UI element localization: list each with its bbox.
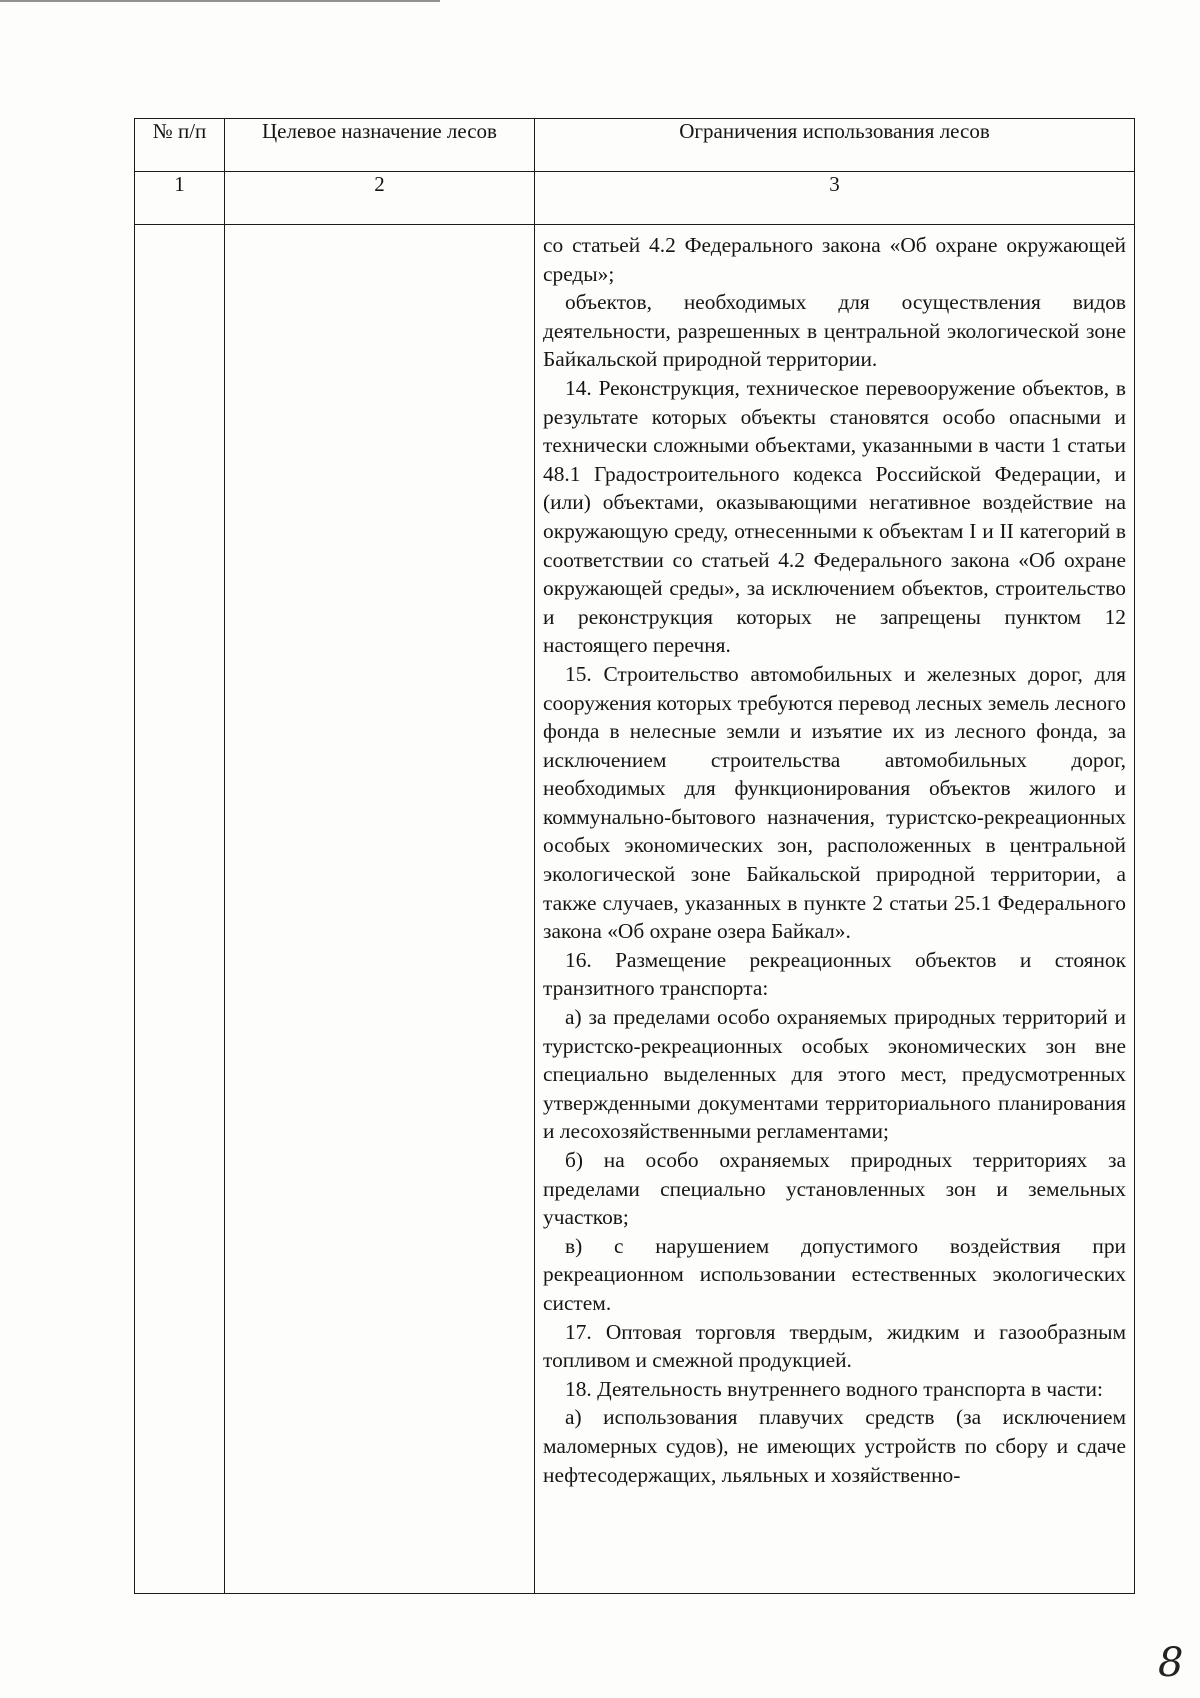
paragraph: объектов, необходимых для осуществления видов деятельности, разрешенных в центральной экологической зоне Байкальской природной территории.: [543, 290, 1126, 372]
paragraph: со статьей 4.2 Федерального закона «Об охране окружающей среды»;: [543, 233, 1126, 286]
cell-restrictions: [535, 225, 1135, 1594]
table-row: [135, 225, 1135, 1594]
restrictions-text: [535, 225, 1134, 1489]
header-forest-purpose: Целевое назначение лесов: [225, 119, 535, 172]
paragraph-item-16a: а) за пределами особо охраняемых природных территорий и туристско-рекреационных особых экономических зон вне специально выделенных для этого мест, предусмотренных утвержденными документами территориального планирования и лесохозяйственными регламентами;: [543, 1005, 1126, 1144]
paragraph-item-14: 14. Реконструкция, техническое перевооружение объектов, в результате которых объекты становятся особо опасными и технически сложными объектами, указанными в части 1 статьи 48.1 Градостроительного кодекса Российской Федерации, и (или) объектами, оказывающими негативное воздействие на окружающую среду, отнесенными к объектам I и II категорий в соответствии со статьей 4.2 Федерального закона «Об охране окружающей среды», за исключением объектов, строительство и реконструкция которых не запрещены пунктом 12 настоящего перечня.: [543, 375, 1126, 658]
page-number: 8: [1158, 1640, 1184, 1686]
column-number-1: 1: [135, 172, 225, 225]
cell-forest-purpose: [225, 225, 535, 1594]
cell-number: [135, 225, 225, 1594]
paragraph-item-17: 17. Оптовая торговля твердым, жидким и газообразным топливом и смежной продукцией.: [543, 1319, 1126, 1373]
paragraph-item-16b: б) на особо охраняемых природных территориях за пределами специально установленных зон и земельных участков;: [543, 1148, 1126, 1230]
column-number-2: 2: [225, 172, 535, 225]
header-number: № п/п: [135, 119, 225, 172]
column-number-3: 3: [535, 172, 1135, 225]
header-use-restrictions: Ограничения использования лесов: [535, 119, 1135, 172]
table-header-row: [135, 119, 1135, 172]
forest-restrictions-table: [134, 118, 1135, 1594]
paragraph-item-16c: в) с нарушением допустимого воздействия при рекреационном использовании естественных экологических систем.: [543, 1233, 1126, 1315]
paragraph-item-16: 16. Размещение рекреационных объектов и стоянок транзитного транспорта:: [543, 947, 1126, 1001]
paragraph-item-18: 18. Деятельность внутреннего водного транспорта в части:: [565, 1376, 1103, 1401]
column-number-row: [135, 172, 1135, 225]
paragraph-item-15: 15. Строительство автомобильных и железных дорог, для сооружения которых требуются перевод лесных земель лесного фонда в нелесные земли и изъятие их из лесного фонда, за исключением строительства автомобильных дорог, необходимых для функционирования объектов жилого и коммунально-бытового назначения, туристско-рекреационных особых экономических зон, расположенных в центральной экологической зоне Байкальской природной территории, а также случаев, указанных в пункте 2 статьи 25.1 Федерального закона «Об охране озера Байкал».: [543, 661, 1126, 944]
scan-edge-line: [0, 0, 440, 2]
paragraph-item-18a: а) использования плавучих средств (за исключением маломерных судов), не имеющих устройств по сбору и сдаче нефтесодержащих, льяльных и хозяйственно-: [543, 1405, 1126, 1487]
